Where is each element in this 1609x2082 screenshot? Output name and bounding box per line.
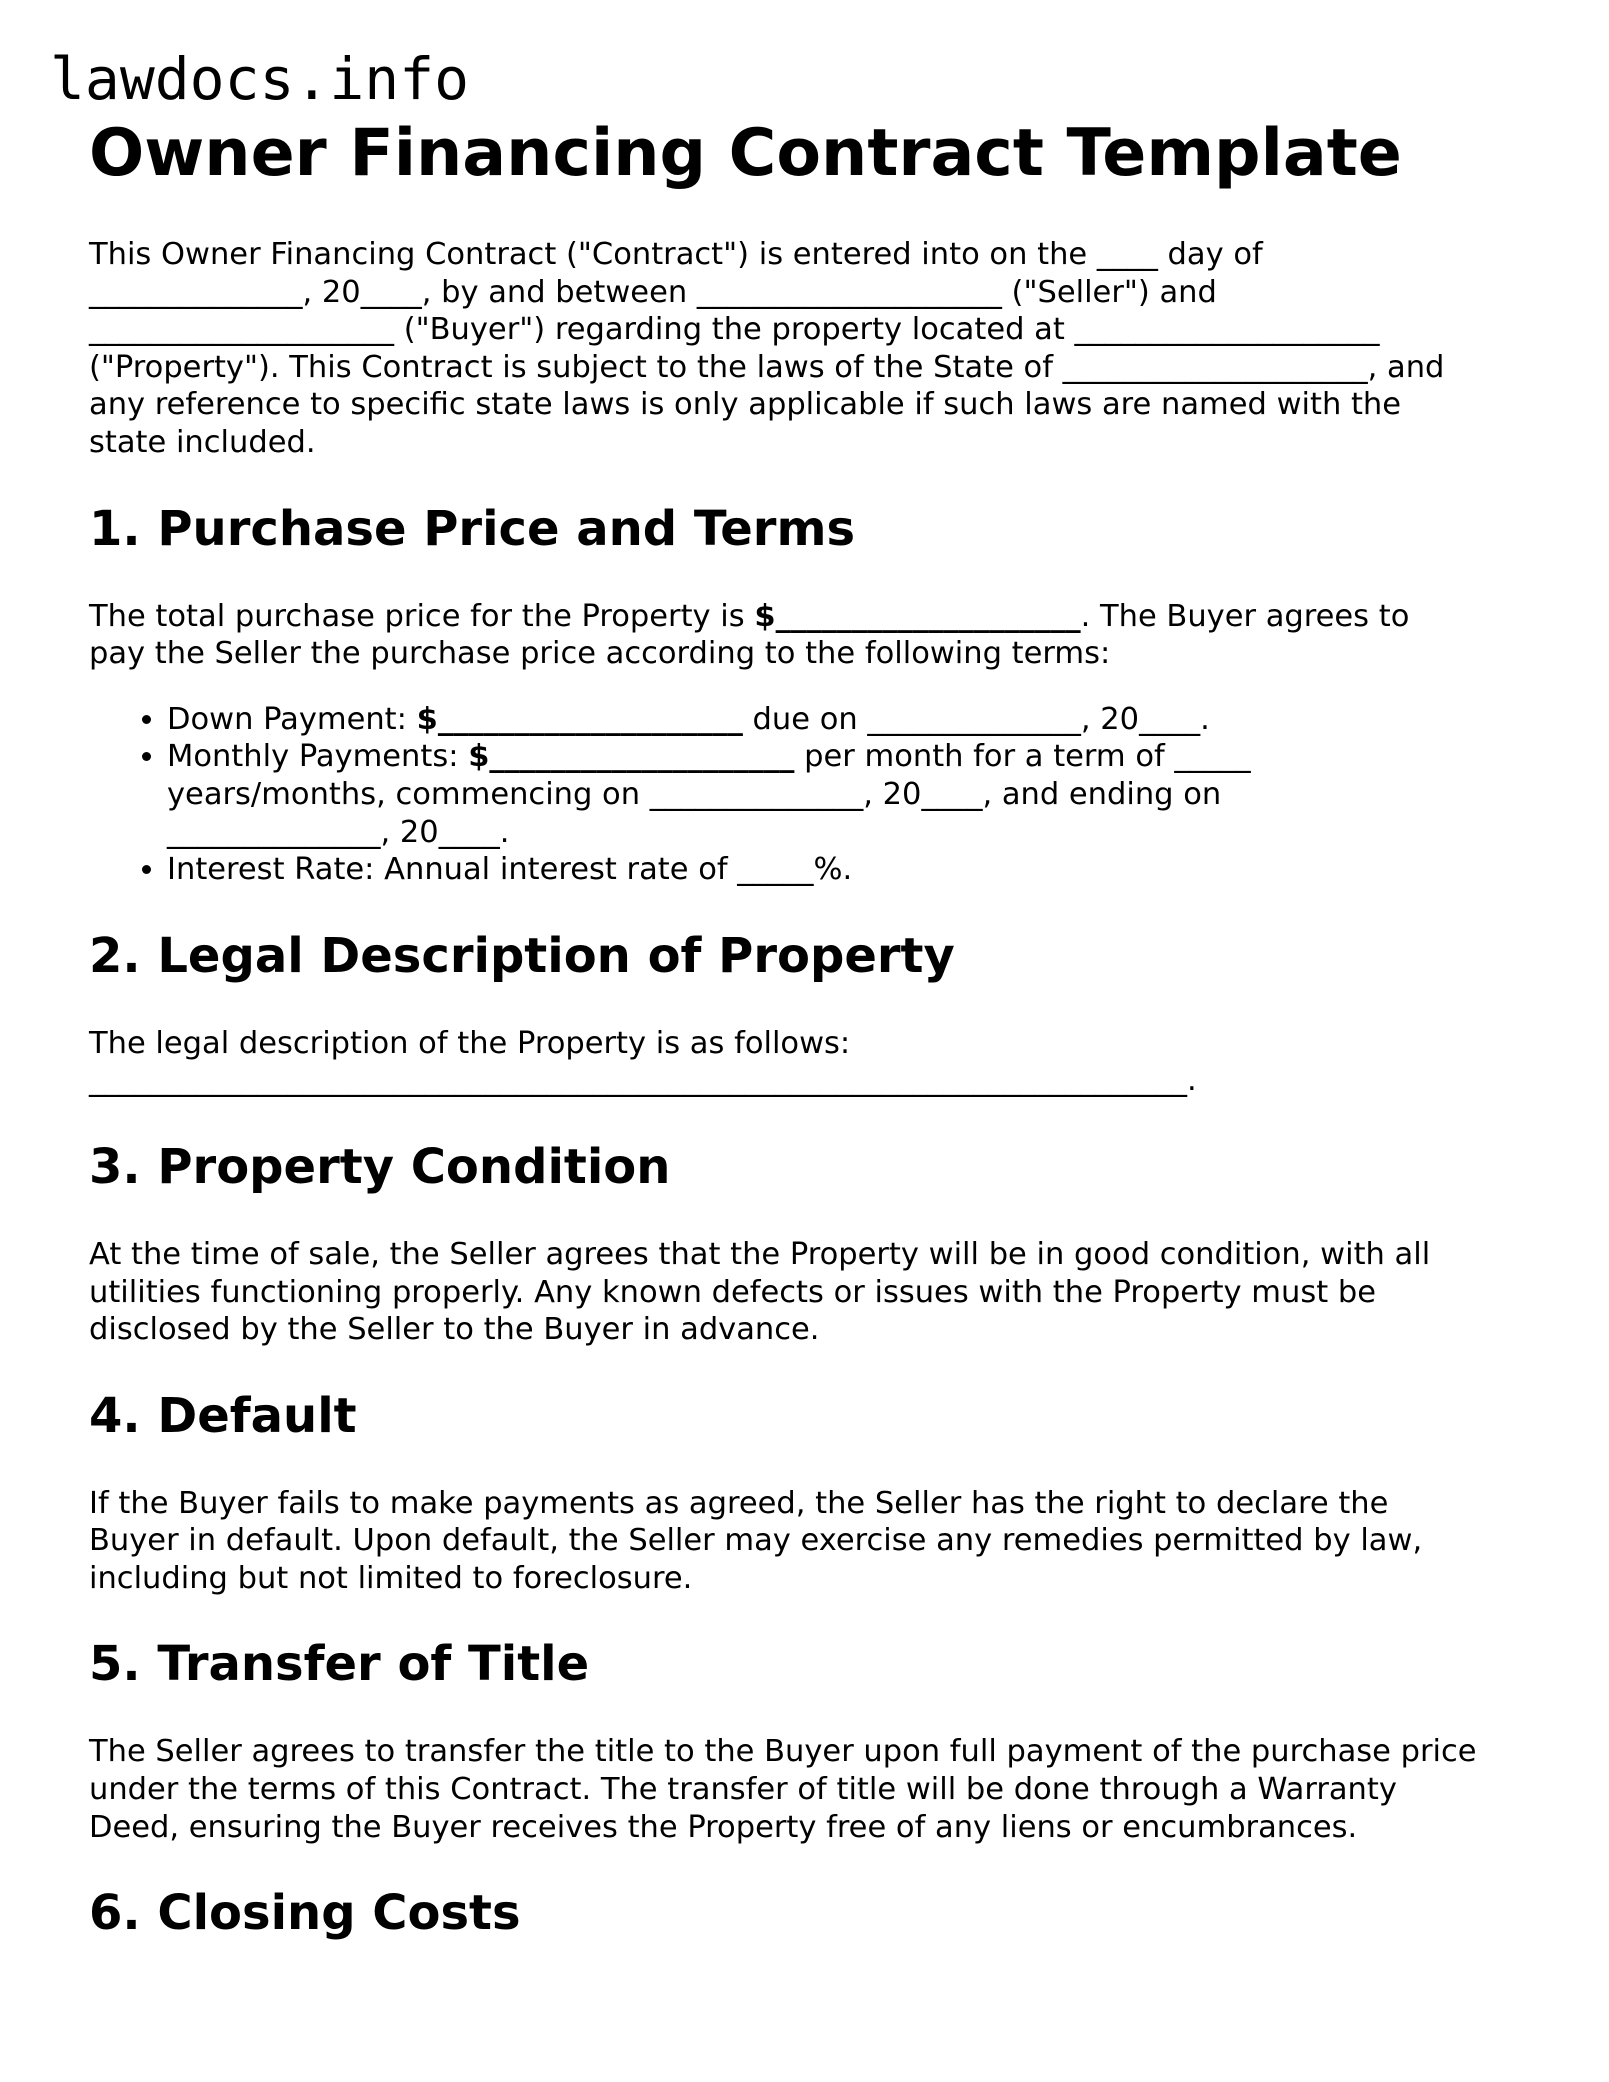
property-condition-line-2: utilities functioning properly. Any known defects or issues with the Property must be — [89, 1274, 1377, 1310]
default-line-1: If the Buyer fails to make payments as agreed, the Seller has the right to declare the — [89, 1485, 1389, 1521]
transfer-of-title-line-1: The Seller agrees to transfer the title to the Buyer upon full payment of the purchase price — [89, 1734, 1477, 1770]
payment-terms-list — [89, 701, 1529, 889]
property-condition-line-3: disclosed by the Seller to the Buyer in advance. — [89, 1312, 820, 1348]
purchase-price-paragraph — [89, 598, 1529, 673]
default-line-2: Buyer in default. Upon default, the Seller may exercise any remedies permitted by law, — [89, 1523, 1423, 1559]
purchase-price-text: The total purchase price for the Property is — [89, 598, 755, 634]
transfer-of-title-paragraph — [89, 1733, 1529, 1846]
monthly-payments-amount: $____________________ — [468, 739, 795, 775]
property-condition-paragraph — [89, 1236, 1529, 1349]
default-line-3: including but not limited to foreclosure. — [89, 1560, 693, 1596]
section-heading-transfer-of-title: 5. Transfer of Title — [89, 1636, 590, 1693]
intro-line-6: state included. — [89, 424, 316, 460]
legal-description-line-1: The legal description of the Property is as follows: — [89, 1025, 851, 1061]
interest-rate-text: Interest Rate: Annual interest rate of _____%. — [167, 852, 853, 888]
down-payment-amount: $____________________ — [416, 701, 743, 737]
section-heading-property-condition: 3. Property Condition — [89, 1138, 671, 1195]
monthly-payments-line-2: years/months, commencing on ______________, 20____, and ending on — [167, 776, 1222, 812]
list-item-monthly-payments — [167, 738, 1529, 851]
document-page — [89, 112, 1529, 1982]
intro-paragraph — [89, 236, 1529, 462]
document-title: Owner Financing Contract Template — [89, 116, 1402, 191]
site-watermark: lawdocs.info — [50, 45, 470, 113]
intro-line-2: ______________, 20____, by and between ____________________ ("Seller") and — [89, 274, 1217, 310]
monthly-payments-term: per month for a term of _____ — [794, 739, 1251, 775]
transfer-of-title-line-3: Deed, ensuring the Buyer receives the Property free of any liens or encumbrances. — [89, 1809, 1358, 1845]
monthly-payments-line-3: ______________, 20____. — [167, 814, 510, 850]
section-heading-closing-costs: 6. Closing Costs — [89, 1885, 521, 1942]
section-heading-purchase-price: 1. Purchase Price and Terms — [89, 500, 856, 557]
section-heading-legal-description: 2. Legal Description of Property — [89, 927, 955, 984]
legal-description-blank: ________________________________________________________________________. — [89, 1063, 1197, 1099]
down-payment-label: Down Payment: — [167, 701, 417, 737]
monthly-payments-label: Monthly Payments: — [167, 739, 469, 775]
list-item-interest-rate — [167, 851, 1529, 889]
intro-line-1: This Owner Financing Contract ("Contract") is entered into on the ____ day of — [89, 237, 1263, 272]
intro-line-4: ("Property"). This Contract is subject to the laws of the State of ____________________, and — [89, 349, 1445, 385]
purchase-price-text-end: . The Buyer agrees to — [1080, 598, 1410, 634]
default-paragraph — [89, 1485, 1529, 1598]
down-payment-due: due on ______________, 20____. — [742, 701, 1210, 737]
list-item-down-payment — [167, 701, 1529, 739]
intro-line-3: ____________________ ("Buyer") regarding the property located at ____________________ — [89, 312, 1380, 348]
purchase-price-line-2: pay the Seller the purchase price according to the following terms: — [89, 636, 1111, 672]
transfer-of-title-line-2: under the terms of this Contract. The transfer of title will be done through a Warranty — [89, 1772, 1397, 1808]
intro-line-5: any reference to specific state laws is only applicable if such laws are named with the — [89, 387, 1402, 423]
purchase-price-blank: $____________________ — [754, 598, 1081, 634]
legal-description-paragraph — [89, 1025, 1529, 1100]
property-condition-line-1: At the time of sale, the Seller agrees that the Property will be in good condition, with all — [89, 1236, 1431, 1272]
section-heading-default: 4. Default — [89, 1387, 357, 1444]
